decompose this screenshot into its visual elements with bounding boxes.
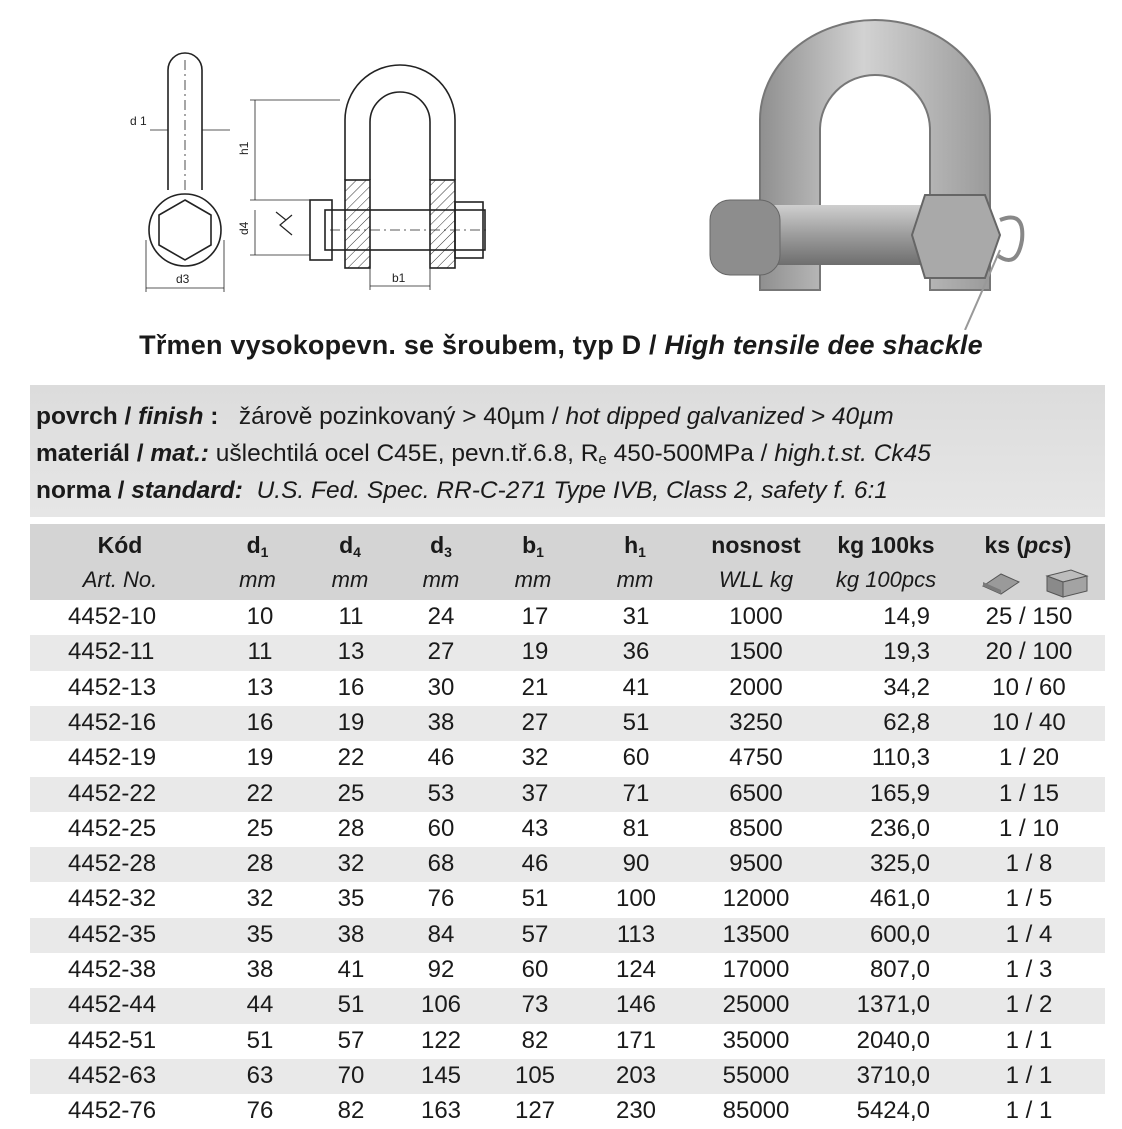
cell-h1: 171 <box>615 1026 657 1054</box>
cell-d3: 76 <box>427 885 455 913</box>
cell-d1: 63 <box>246 1061 274 1089</box>
cell-d4: 41 <box>337 956 365 983</box>
cell-art-no: 4452-44 <box>68 991 157 1019</box>
cell-wll: 12000 <box>722 885 790 913</box>
header-d1: $d_1$ mm <box>239 532 276 592</box>
header-b1: $b_1$ mm <box>514 532 552 592</box>
cell-d1: 76 <box>246 1097 274 1125</box>
cell-art-no: 4452-28 <box>68 850 157 878</box>
cell-b1: 82 <box>521 1026 549 1054</box>
table-row <box>30 671 1105 706</box>
cell-d1: 10 <box>246 603 274 630</box>
cell-pieces: 1 / 15 <box>998 779 1060 807</box>
cell-d1: 32 <box>246 885 274 913</box>
cell-wll: 8500 <box>729 814 783 842</box>
cell-wll: 3250 <box>729 708 783 736</box>
cell-d3: 122 <box>420 1026 462 1054</box>
label-d3: d3 <box>176 272 190 286</box>
spec-material: materiál / mat.: ušlechtilá ocel C45E, pevn.tř.6.8, $R_e$ 450-500MPa / high.t.st. Ck45 <box>36 440 931 468</box>
cell-b1: 73 <box>521 991 549 1019</box>
cell-h1: 36 <box>622 638 650 666</box>
cell-h1: 71 <box>622 779 650 807</box>
spec-panel <box>30 385 1105 517</box>
table-row <box>30 635 1105 670</box>
cell-h1: 113 <box>616 920 656 948</box>
cell-wll: 55000 <box>722 1061 790 1089</box>
cell-d4: 38 <box>337 920 365 948</box>
page-title: Třmen vysokopevn. se šroubem, typ D / High tensile dee shackle <box>139 330 983 360</box>
cell-d4: 28 <box>337 814 365 842</box>
cell-b1: 46 <box>521 850 549 878</box>
cell-d4: 35 <box>337 885 365 913</box>
box-package-icon <box>1043 568 1091 598</box>
cell-d3: 27 <box>427 638 455 666</box>
cell-d3: 163 <box>420 1097 462 1125</box>
cell-art-no: 4452-76 <box>68 1097 157 1125</box>
cell-d4: 25 <box>337 779 365 807</box>
cell-weight-100pcs: 110,3 <box>871 744 930 772</box>
cell-weight-100pcs: 34,2 <box>883 673 930 701</box>
cell-d3: 92 <box>427 956 455 983</box>
cell-h1: 90 <box>622 850 650 878</box>
cell-b1: 21 <box>521 673 549 701</box>
cell-d3: 145 <box>420 1061 462 1089</box>
cell-d3: 84 <box>427 920 455 948</box>
cell-h1: 51 <box>622 708 650 736</box>
cell-weight-100pcs: 5424,0 <box>856 1097 930 1125</box>
table-row <box>30 812 1105 847</box>
cell-d1: 35 <box>246 920 274 948</box>
cell-art-no: 4452-25 <box>68 814 157 842</box>
cell-d4: 16 <box>337 673 365 701</box>
cell-d1: 13 <box>246 673 274 701</box>
table-row <box>30 847 1105 882</box>
cell-weight-100pcs: 62,8 <box>883 708 930 736</box>
cell-b1: 51 <box>521 885 549 913</box>
cell-wll: 1000 <box>729 603 783 630</box>
table-row <box>30 882 1105 917</box>
label-h1: h1 <box>237 141 251 155</box>
cell-art-no: 4452-35 <box>68 920 157 948</box>
cell-wll: 9500 <box>729 850 783 878</box>
cell-b1: 57 <box>521 920 549 948</box>
cell-pieces: 1 / 3 <box>1005 956 1053 983</box>
cell-h1: 146 <box>615 991 657 1019</box>
cell-wll: 6500 <box>729 779 783 807</box>
cell-wll: 25000 <box>722 991 790 1019</box>
header-weight: kg 100ks kg 100pcs <box>835 532 937 592</box>
cell-wll: 17000 <box>722 956 790 983</box>
cell-h1: 31 <box>622 603 650 630</box>
cell-art-no: 4452-32 <box>68 885 157 913</box>
cell-art-no: 4452-19 <box>68 744 157 772</box>
cell-pieces: 1 / 5 <box>1005 885 1053 913</box>
cell-d1: 51 <box>246 1026 274 1054</box>
cell-b1: 32 <box>521 744 549 772</box>
cell-pieces: 1 / 10 <box>998 814 1060 842</box>
cell-wll: 1500 <box>729 638 783 666</box>
cell-d4: 32 <box>337 850 365 878</box>
cell-weight-100pcs: 2040,0 <box>856 1026 930 1054</box>
table-row <box>30 600 1105 635</box>
cell-art-no: 4452-38 <box>68 956 157 983</box>
cell-pieces: 1 / 1 <box>1005 1061 1053 1089</box>
header-code: Kód Art. No. <box>82 532 158 592</box>
table-row <box>30 777 1105 812</box>
cell-d1: 25 <box>246 814 274 842</box>
label-d1: d 1 <box>130 114 147 128</box>
cell-d4: 13 <box>337 638 365 666</box>
table-row <box>30 1094 1105 1129</box>
table-row <box>30 953 1105 988</box>
cell-d1: 11 <box>247 638 273 666</box>
cell-h1: 203 <box>615 1061 657 1089</box>
cell-d3: 24 <box>427 603 455 630</box>
cell-d3: 46 <box>427 744 455 772</box>
cell-pieces: 1 / 1 <box>1005 1026 1053 1054</box>
cell-pieces: 20 / 100 <box>985 638 1073 666</box>
cell-h1: 60 <box>622 744 650 772</box>
header-d4: $d_4$ mm <box>331 532 369 592</box>
cell-h1: 230 <box>615 1097 657 1125</box>
cell-d4: 51 <box>337 991 365 1019</box>
cell-weight-100pcs: 14,9 <box>883 603 930 630</box>
label-b1: b1 <box>392 271 406 285</box>
cell-d1: 44 <box>246 991 274 1019</box>
cell-d3: 68 <box>427 850 455 878</box>
cell-wll: 2000 <box>729 673 783 701</box>
cell-pieces: 1 / 4 <box>1005 920 1053 948</box>
cell-wll: 13500 <box>722 920 790 948</box>
cell-weight-100pcs: 461,0 <box>869 885 930 913</box>
cell-weight-100pcs: 19,3 <box>883 638 930 666</box>
cell-wll: 85000 <box>722 1097 790 1125</box>
cell-b1: 60 <box>521 956 549 983</box>
cell-wll: 35000 <box>722 1026 790 1054</box>
cell-h1: 81 <box>622 814 650 842</box>
cell-weight-100pcs: 600,0 <box>869 920 930 948</box>
cell-d3: 60 <box>427 814 455 842</box>
cell-d3: 53 <box>427 779 455 807</box>
cell-b1: 27 <box>521 708 549 736</box>
header-h1: $h_1$ mm <box>616 532 654 592</box>
cell-art-no: 4452-22 <box>68 779 157 807</box>
cell-weight-100pcs: 807,0 <box>869 956 930 983</box>
cell-b1: 127 <box>514 1097 556 1125</box>
cell-wll: 4750 <box>729 744 783 772</box>
cell-art-no: 4452-11 <box>68 638 155 666</box>
table-row <box>30 741 1105 776</box>
table-header <box>30 524 1105 600</box>
cell-d4: 22 <box>337 744 365 772</box>
cell-b1: 37 <box>521 779 549 807</box>
cell-d1: 28 <box>246 850 274 878</box>
spec-finish: povrch / finish : žárově pozinkovaný > 40µm / hot dipped galvanized > 40µm <box>36 403 894 430</box>
cell-pieces: 10 / 40 <box>992 708 1066 736</box>
cell-d4: 11 <box>338 603 364 630</box>
cell-d4: 82 <box>337 1097 365 1125</box>
technical-drawing <box>110 50 510 310</box>
cell-d1: 16 <box>246 708 274 736</box>
cell-pieces: 10 / 60 <box>992 673 1066 701</box>
cell-b1: 105 <box>514 1061 556 1089</box>
small-package-icon <box>979 568 1023 596</box>
cell-weight-100pcs: 236,0 <box>869 814 930 842</box>
cell-art-no: 4452-51 <box>68 1026 157 1054</box>
cell-art-no: 4452-63 <box>68 1061 157 1089</box>
cell-h1: 124 <box>615 956 657 983</box>
header-d3: $d_3$ mm <box>422 532 460 592</box>
shackle-photo <box>700 10 1110 330</box>
cell-b1: 43 <box>521 814 549 842</box>
cell-weight-100pcs: 325,0 <box>869 850 930 878</box>
cell-art-no: 4452-13 <box>68 673 157 701</box>
table-row <box>30 706 1105 741</box>
cell-weight-100pcs: 1371,0 <box>856 991 930 1019</box>
cell-d4: 70 <box>337 1061 365 1089</box>
spec-standard: norma / standard: U.S. Fed. Spec. RR-C-271 Type IVB, Class 2, safety f. 6:1 <box>36 477 888 504</box>
table-row <box>30 918 1105 953</box>
cell-pieces: 1 / 20 <box>998 744 1060 772</box>
cell-weight-100pcs: 3710,0 <box>856 1061 930 1089</box>
cell-d3: 38 <box>427 708 455 736</box>
cell-d1: 22 <box>246 779 274 807</box>
cell-h1: 41 <box>622 673 650 701</box>
cell-d1: 38 <box>246 956 274 983</box>
cell-d4: 19 <box>337 708 365 736</box>
header-pieces: ks (pcs) <box>951 524 1105 600</box>
table-row <box>30 1059 1105 1094</box>
cell-d3: 30 <box>427 673 455 701</box>
table-row <box>30 988 1105 1023</box>
cell-pieces: 1 / 1 <box>1005 1097 1053 1125</box>
cell-pieces: 1 / 8 <box>1005 850 1053 878</box>
table-row <box>30 1024 1105 1059</box>
cell-d1: 19 <box>246 744 274 772</box>
cell-d3: 106 <box>420 991 462 1019</box>
cell-art-no: 4452-10 <box>68 603 157 630</box>
cell-art-no: 4452-16 <box>68 708 157 736</box>
cell-h1: 100 <box>615 885 657 913</box>
header-wll: nosnost WLL kg <box>711 532 801 592</box>
cell-pieces: 25 / 150 <box>985 603 1073 630</box>
cell-d4: 57 <box>337 1026 365 1054</box>
cell-b1: 19 <box>521 638 549 666</box>
label-d4: d4 <box>237 221 251 235</box>
cell-pieces: 1 / 2 <box>1005 991 1053 1019</box>
cell-weight-100pcs: 165,9 <box>869 779 930 807</box>
cell-b1: 17 <box>521 603 549 630</box>
